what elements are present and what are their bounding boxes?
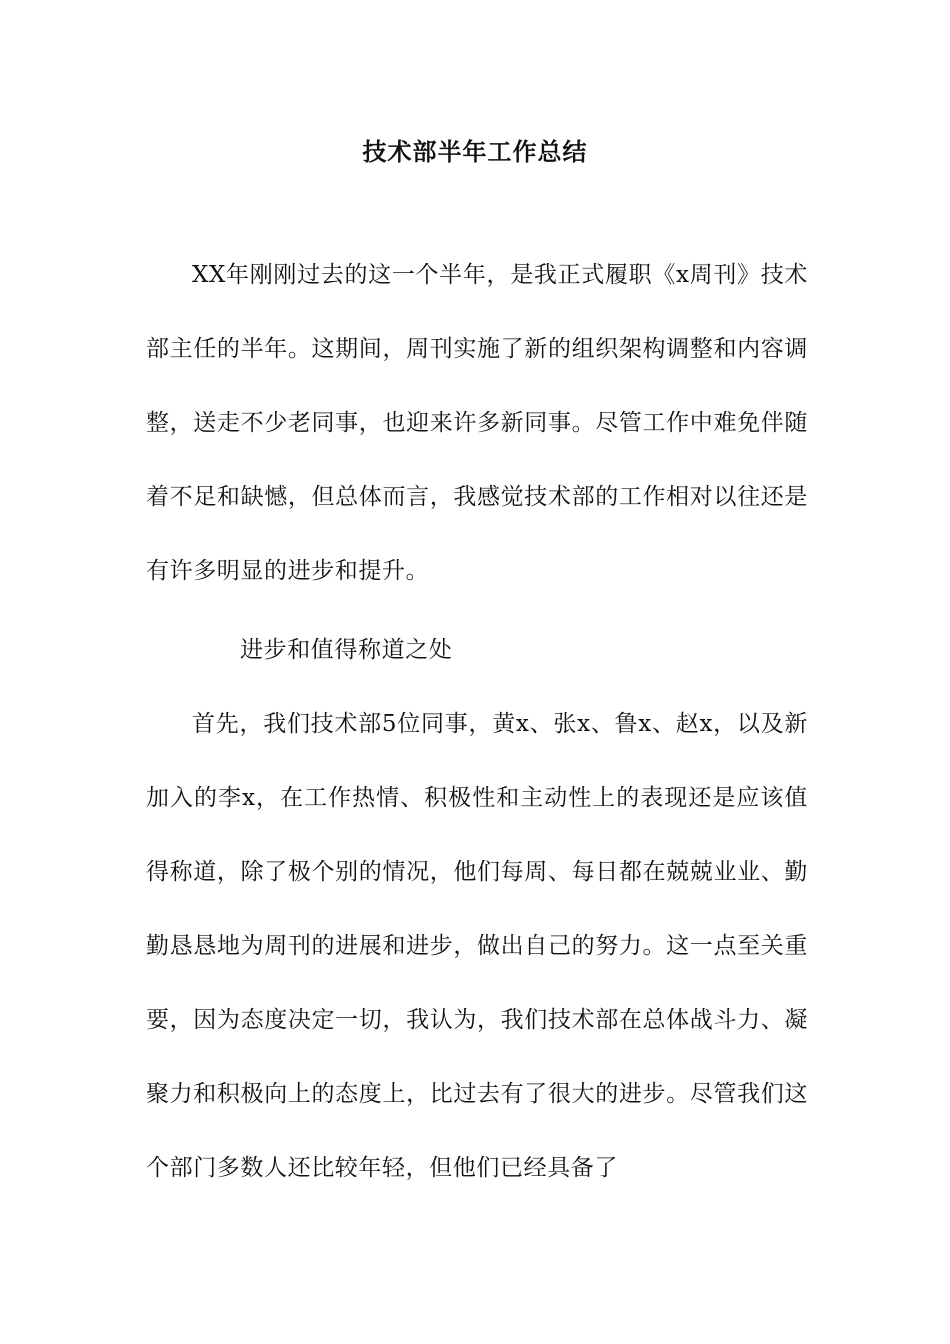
paragraph-intro: XX年刚刚过去的这一个半年，是我正式履职《x周刊》技术部主任的半年。这期间，周刊实施了新的组织架构调整和内容调整，送走不少老同事，也迎来许多新同事。尽管工作中难免伴随着不足和缺憾，但总体而言，我感觉技术部的工作相对以往还是有许多明显的进步和提升。 — [146, 262, 808, 584]
section-heading: 进步和值得称道之处 — [240, 637, 453, 663]
document-title: 技术部半年工作总结 — [362, 137, 588, 166]
paragraph-first-point: 首先，我们技术部5位同事，黄x、张x、鲁x、赵x，以及新加入的李x，在工作热情、积极性和主动性上的表现还是应该值得称道，除了极个别的情况，他们每周、每日都在兢兢业业、勤勤恳恳地为周刊的进展和进步，做出自己的努力。这一点至关重要，因为态度决定一切，我认为，我们技术部在总体战斗力、凝聚力和积极向上的态度上，比过去有了很大的进步。尽管我们这个部门多数人还比较年轻，但他们已经具备了 — [146, 711, 808, 1181]
